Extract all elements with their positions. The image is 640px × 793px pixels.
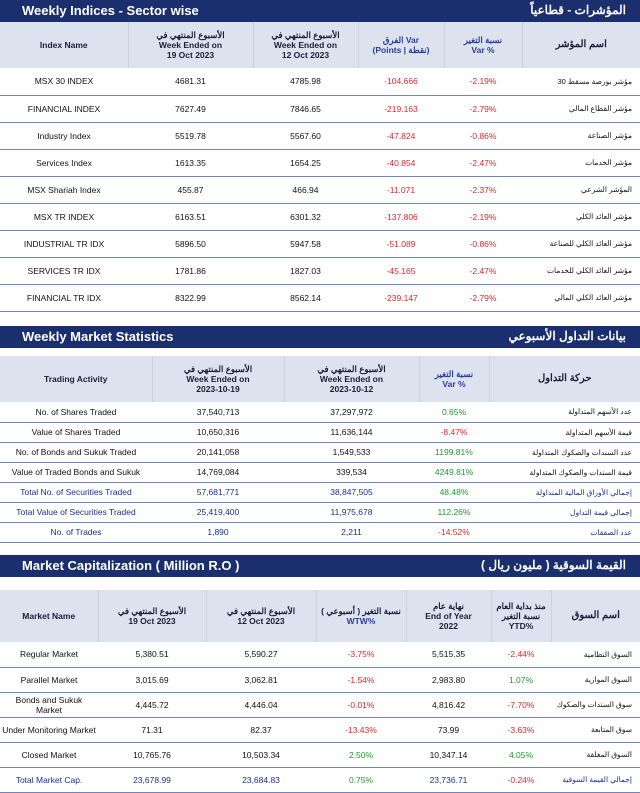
index-row: [0, 68, 640, 95]
cap-week2-value: 23,684.83: [206, 767, 316, 792]
stats-row: [0, 462, 640, 482]
index-name-ar: مؤشر العائد الكلي المالي: [522, 284, 640, 311]
stats-col-week2: الأسبوع المنتهي في Week Ended on 2023-10-12: [284, 356, 419, 402]
index-var-points: -11.071: [358, 176, 444, 203]
stats-row: [0, 482, 640, 502]
stats-header-row: [0, 356, 640, 402]
indices-title-ar: المؤشرات - قطاعياً: [530, 3, 626, 17]
index-week1-value: 7627.49: [128, 95, 253, 122]
index-week2-value: 6301.32: [253, 203, 358, 230]
cap-market-name: Total Market Cap.: [0, 767, 98, 792]
cap-banner: [0, 555, 640, 577]
stats-week2-value: 339,534: [284, 462, 419, 482]
stats-var-pct: -8.47%: [419, 422, 489, 442]
indices-col-week1: الأسبوع المنتهي في Week Ended on 19 Oct 2023: [128, 22, 253, 68]
stats-week1-value: 1,890: [152, 522, 284, 542]
cap-body: [0, 642, 640, 792]
stats-activity-ar: إجمالي الأوراق المالية المتداولة: [489, 482, 640, 502]
cap-week1-value: 71.31: [98, 717, 206, 742]
index-week1-value: 1613.35: [128, 149, 253, 176]
cap-row: [0, 742, 640, 767]
cap-col-eoy: نهاية عام End of Year 2022: [406, 590, 491, 642]
index-name-ar: مؤشر العائد الكلي للخدمات: [522, 257, 640, 284]
cap-row: [0, 642, 640, 667]
stats-table: [0, 356, 640, 543]
indices-body: [0, 68, 640, 311]
cap-col-week2: الأسبوع المنتهي في 12 Oct 2023: [206, 590, 316, 642]
stats-week1-value: 10,650,316: [152, 422, 284, 442]
cap-col-name-ar: اسم السوق: [551, 590, 640, 642]
indices-header-row: [0, 22, 640, 68]
stats-table-wrap: [0, 356, 640, 543]
cap-week2-value: 10,503.34: [206, 742, 316, 767]
cap-ytd-pct: -7.70%: [491, 692, 551, 717]
index-name: SERVICES TR IDX: [0, 257, 128, 284]
cap-ytd-pct: 1.07%: [491, 667, 551, 692]
cap-wtw-pct: -0.01%: [316, 692, 406, 717]
stats-col-activity-ar: حركة التداول: [489, 356, 640, 402]
stats-activity-name: Total No. of Securities Traded: [0, 482, 152, 502]
index-name-ar: مؤشر العائد الكلي: [522, 203, 640, 230]
cap-market-name: Closed Market: [0, 742, 98, 767]
index-week1-value: 455.87: [128, 176, 253, 203]
index-row: [0, 149, 640, 176]
index-name: FINANCIAL INDEX: [0, 95, 128, 122]
cap-market-name-ar: إجمالي القيمة السوقية: [551, 767, 640, 792]
cap-row: [0, 717, 640, 742]
index-week1-value: 8322.99: [128, 284, 253, 311]
index-row: [0, 176, 640, 203]
index-name: Services Index: [0, 149, 128, 176]
index-name-ar: المؤشر الشرعي: [522, 176, 640, 203]
index-var-points: -45.165: [358, 257, 444, 284]
index-var-points: -40.854: [358, 149, 444, 176]
cap-title: Market Capitalization ( Million R.O ): [22, 558, 240, 573]
cap-market-name: Bonds and Sukuk Market: [0, 692, 98, 717]
cap-header-row: [0, 590, 640, 642]
indices-banner: [0, 0, 640, 22]
cap-market-name-ar: سوق المتابعة: [551, 717, 640, 742]
cap-week1-value: 10,765.76: [98, 742, 206, 767]
cap-col-week1: الأسبوع المنتهي في 19 Oct 2023: [98, 590, 206, 642]
cap-eoy-value: 23,736.71: [406, 767, 491, 792]
stats-activity-name: Value of Traded Bonds and Sukuk: [0, 462, 152, 482]
stats-week2-value: 2,211: [284, 522, 419, 542]
index-row: [0, 203, 640, 230]
stats-week2-value: 1,549,533: [284, 442, 419, 462]
index-name: FINANCIAL TR IDX: [0, 284, 128, 311]
index-var-points: -104.666: [358, 68, 444, 95]
index-row: [0, 284, 640, 311]
cap-row: [0, 767, 640, 792]
stats-var-pct: 0.65%: [419, 402, 489, 422]
index-var-pct: -2.47%: [444, 257, 522, 284]
stats-week1-value: 14,769,084: [152, 462, 284, 482]
cap-week1-value: 5,380.51: [98, 642, 206, 667]
cap-week2-value: 4,446.04: [206, 692, 316, 717]
cap-market-name-ar: سوق السندات والصكوك: [551, 692, 640, 717]
cap-week1-value: 4,445.72: [98, 692, 206, 717]
index-week2-value: 4785.98: [253, 68, 358, 95]
index-row: [0, 257, 640, 284]
indices-table-wrap: [0, 22, 640, 312]
stats-body: [0, 402, 640, 542]
index-var-pct: -2.79%: [444, 95, 522, 122]
index-var-points: -47.824: [358, 122, 444, 149]
cap-week2-value: 82.37: [206, 717, 316, 742]
stats-activity-ar: عدد الصفقات: [489, 522, 640, 542]
index-row: [0, 122, 640, 149]
stats-var-pct: 48.48%: [419, 482, 489, 502]
stats-activity-ar: قيمة الأسهم المتداولة: [489, 422, 640, 442]
index-week2-value: 5567.60: [253, 122, 358, 149]
index-week2-value: 8562.14: [253, 284, 358, 311]
stats-var-pct: 112.26%: [419, 502, 489, 522]
index-week2-value: 466.94: [253, 176, 358, 203]
index-week2-value: 1654.25: [253, 149, 358, 176]
index-var-pct: -2.37%: [444, 176, 522, 203]
stats-activity-name: No. of Trades: [0, 522, 152, 542]
cap-col-wtw: نسبة التغير ( أسبوعي ) WTW%: [316, 590, 406, 642]
index-week1-value: 1781.86: [128, 257, 253, 284]
stats-row: [0, 442, 640, 462]
cap-market-name-ar: السوق الموازية: [551, 667, 640, 692]
cap-wtw-pct: 0.75%: [316, 767, 406, 792]
index-name: MSX Shariah Index: [0, 176, 128, 203]
stats-week1-value: 37,540,713: [152, 402, 284, 422]
cap-eoy-value: 4,816.42: [406, 692, 491, 717]
indices-col-name: Index Name: [0, 22, 128, 68]
stats-var-pct: 1199.81%: [419, 442, 489, 462]
index-var-pct: -0.86%: [444, 122, 522, 149]
cap-week1-value: 23,678.99: [98, 767, 206, 792]
stats-week1-value: 20,141,058: [152, 442, 284, 462]
cap-table-wrap: [0, 590, 640, 793]
stats-week2-value: 38,847,505: [284, 482, 419, 502]
cap-row: [0, 667, 640, 692]
stats-activity-name: No. of Bonds and Sukuk Traded: [0, 442, 152, 462]
index-name-ar: مؤشر القطاع المالي: [522, 95, 640, 122]
index-name-ar: مؤشر بورصة مسقط 30: [522, 68, 640, 95]
index-var-pct: -2.19%: [444, 68, 522, 95]
cap-eoy-value: 5,515.35: [406, 642, 491, 667]
stats-activity-ar: عدد الأسهم المتداولة: [489, 402, 640, 422]
index-week2-value: 5947.58: [253, 230, 358, 257]
cap-ytd-pct: 4.05%: [491, 742, 551, 767]
stats-col-week1: الأسبوع المنتهي في Week Ended on 2023-10-19: [152, 356, 284, 402]
cap-week2-value: 5,590.27: [206, 642, 316, 667]
index-week1-value: 5896.50: [128, 230, 253, 257]
index-week2-value: 7846.65: [253, 95, 358, 122]
stats-row: [0, 522, 640, 542]
indices-col-var: الفرق Var (Points | نقطة): [358, 22, 444, 68]
indices-col-name-ar: اسم المؤشر: [522, 22, 640, 68]
stats-activity-name: Total Value of Securities Traded: [0, 502, 152, 522]
index-var-points: -239.147: [358, 284, 444, 311]
index-var-pct: -2.47%: [444, 149, 522, 176]
index-var-pct: -2.19%: [444, 203, 522, 230]
index-week2-value: 1827.03: [253, 257, 358, 284]
indices-table: [0, 22, 640, 312]
stats-activity-ar: عدد السندات والصكوك المتداولة: [489, 442, 640, 462]
stats-title-ar: بيانات التداول الأسبوعي: [508, 329, 626, 343]
index-name: Industry Index: [0, 122, 128, 149]
index-var-points: -137.806: [358, 203, 444, 230]
indices-col-pct: نسبة التغير Var %: [444, 22, 522, 68]
cap-wtw-pct: -1.54%: [316, 667, 406, 692]
cap-market-name: Parallel Market: [0, 667, 98, 692]
index-name: INDUSTRIAL TR IDX: [0, 230, 128, 257]
stats-var-pct: 4249.81%: [419, 462, 489, 482]
cap-market-name-ar: السوق المغلقة: [551, 742, 640, 767]
index-var-pct: -2.79%: [444, 284, 522, 311]
index-row: [0, 230, 640, 257]
cap-row: [0, 692, 640, 717]
stats-row: [0, 402, 640, 422]
cap-col-name: Market Name: [0, 590, 98, 642]
indices-title: Weekly Indices - Sector wise: [22, 3, 199, 18]
index-week1-value: 6163.51: [128, 203, 253, 230]
cap-ytd-pct: -3.63%: [491, 717, 551, 742]
index-name: MSX 30 INDEX: [0, 68, 128, 95]
cap-market-name-ar: السوق النظامية: [551, 642, 640, 667]
cap-ytd-pct: -2.44%: [491, 642, 551, 667]
cap-market-name: Under Monitoring Market: [0, 717, 98, 742]
cap-eoy-value: 2,983.80: [406, 667, 491, 692]
stats-week1-value: 25,419,400: [152, 502, 284, 522]
index-name-ar: مؤشر العائد الكلي للصناعة: [522, 230, 640, 257]
index-week1-value: 4681.31: [128, 68, 253, 95]
cap-wtw-pct: 2.50%: [316, 742, 406, 767]
stats-col-activity: Trading Activity: [0, 356, 152, 402]
cap-week1-value: 3,015.69: [98, 667, 206, 692]
cap-ytd-pct: -0.24%: [491, 767, 551, 792]
stats-title: Weekly Market Statistics: [22, 329, 174, 344]
stats-row: [0, 422, 640, 442]
index-var-points: -219.163: [358, 95, 444, 122]
cap-wtw-pct: -3.75%: [316, 642, 406, 667]
index-name-ar: مؤشر الصناعة: [522, 122, 640, 149]
stats-week2-value: 11,975,678: [284, 502, 419, 522]
cap-market-name: Regular Market: [0, 642, 98, 667]
stats-banner: [0, 326, 640, 348]
cap-table: [0, 590, 640, 793]
stats-week2-value: 11,636,144: [284, 422, 419, 442]
index-name-ar: مؤشر الخدمات: [522, 149, 640, 176]
stats-col-pct: نسبة التغير Var %: [419, 356, 489, 402]
stats-week1-value: 57,681,771: [152, 482, 284, 502]
indices-col-week2: الأسبوع المنتهي في Week Ended on 12 Oct 2023: [253, 22, 358, 68]
stats-activity-name: Value of Shares Traded: [0, 422, 152, 442]
stats-var-pct: -14.52%: [419, 522, 489, 542]
cap-col-ytd: منذ بداية العام نسبة التغير YTD%: [491, 590, 551, 642]
stats-row: [0, 502, 640, 522]
index-week1-value: 5519.78: [128, 122, 253, 149]
cap-eoy-value: 73.99: [406, 717, 491, 742]
cap-eoy-value: 10,347.14: [406, 742, 491, 767]
stats-activity-ar: قيمة السندات والصكوك المتداولة: [489, 462, 640, 482]
cap-wtw-pct: -13.43%: [316, 717, 406, 742]
stats-week2-value: 37,297,972: [284, 402, 419, 422]
cap-week2-value: 3,062.81: [206, 667, 316, 692]
cap-title-ar: القيمة السوقية ( مليون ريال ): [481, 558, 626, 572]
index-var-points: -51.089: [358, 230, 444, 257]
stats-activity-name: No. of Shares Traded: [0, 402, 152, 422]
stats-activity-ar: إجمالي قيمة التداول: [489, 502, 640, 522]
index-name: MSX TR INDEX: [0, 203, 128, 230]
index-var-pct: -0.86%: [444, 230, 522, 257]
index-row: [0, 95, 640, 122]
